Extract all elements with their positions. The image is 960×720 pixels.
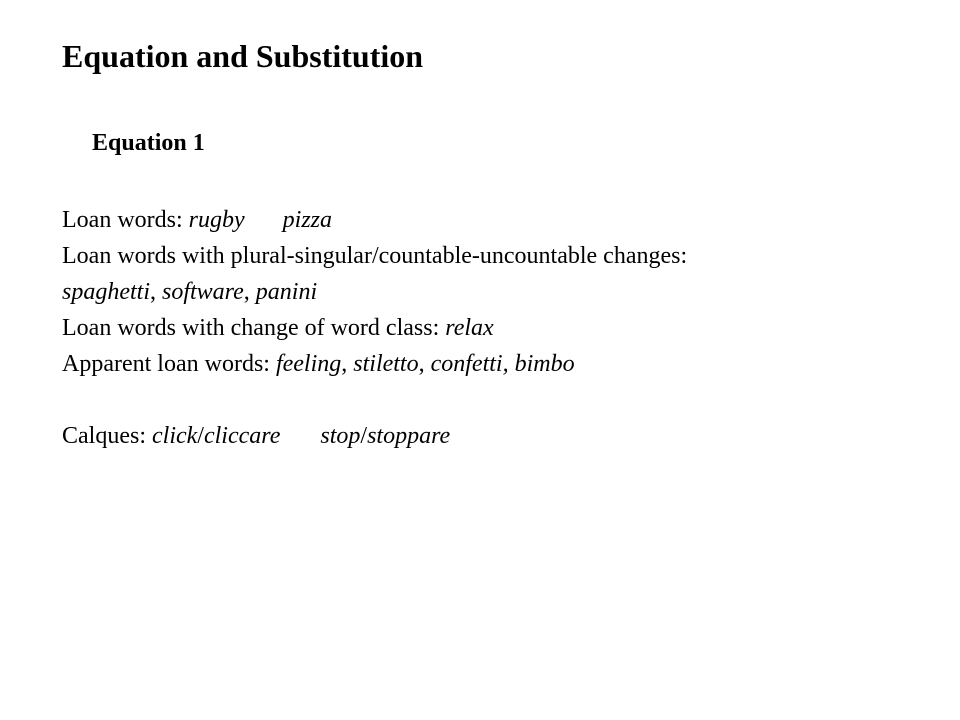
apparent-loan-word-example: confetti, bimbo (430, 351, 575, 377)
calque-example: cliccare (203, 423, 281, 449)
apparent-loan-words-label: Apparent loan words: (62, 351, 276, 377)
apparent-loan-word-example: stiletto (353, 351, 419, 377)
plural-singular-line (62, 238, 687, 274)
blank-line (62, 382, 687, 418)
loan-words-label: Loan words: (62, 207, 189, 233)
slash: / (197, 423, 204, 449)
apparent-loan-words-line (62, 346, 687, 382)
separator: , (341, 351, 354, 377)
separator: , (243, 279, 256, 305)
loan-word-example: pizza (282, 207, 333, 233)
calque-example: stoppare (367, 423, 451, 449)
slash: / (360, 423, 368, 449)
plural-singular-example: spaghetti (62, 279, 150, 305)
calque-example: stop (320, 423, 361, 449)
plural-singular-examples-line (62, 274, 687, 310)
word-class-example: relax (445, 315, 494, 341)
loan-word-example: rugby (188, 207, 245, 233)
apparent-loan-word-example: feeling (275, 351, 342, 377)
slide-body (62, 202, 687, 454)
calque-example: click (152, 423, 198, 449)
calques-label: Calques: (62, 423, 152, 449)
plural-singular-example: software (162, 279, 244, 305)
word-class-label: Loan words with change of word class: (62, 315, 446, 341)
separator: , (418, 351, 431, 377)
loan-words-line (62, 202, 687, 238)
slide-title: Equation and Substitution (62, 38, 424, 74)
word-class-line (62, 310, 687, 346)
separator: , (150, 279, 162, 305)
section-heading: Equation 1 (92, 130, 205, 156)
plural-singular-label: Loan words with plural-singular/countable-uncountable changes: (62, 243, 688, 269)
calques-line (62, 418, 687, 454)
plural-singular-example: panini (255, 279, 318, 305)
